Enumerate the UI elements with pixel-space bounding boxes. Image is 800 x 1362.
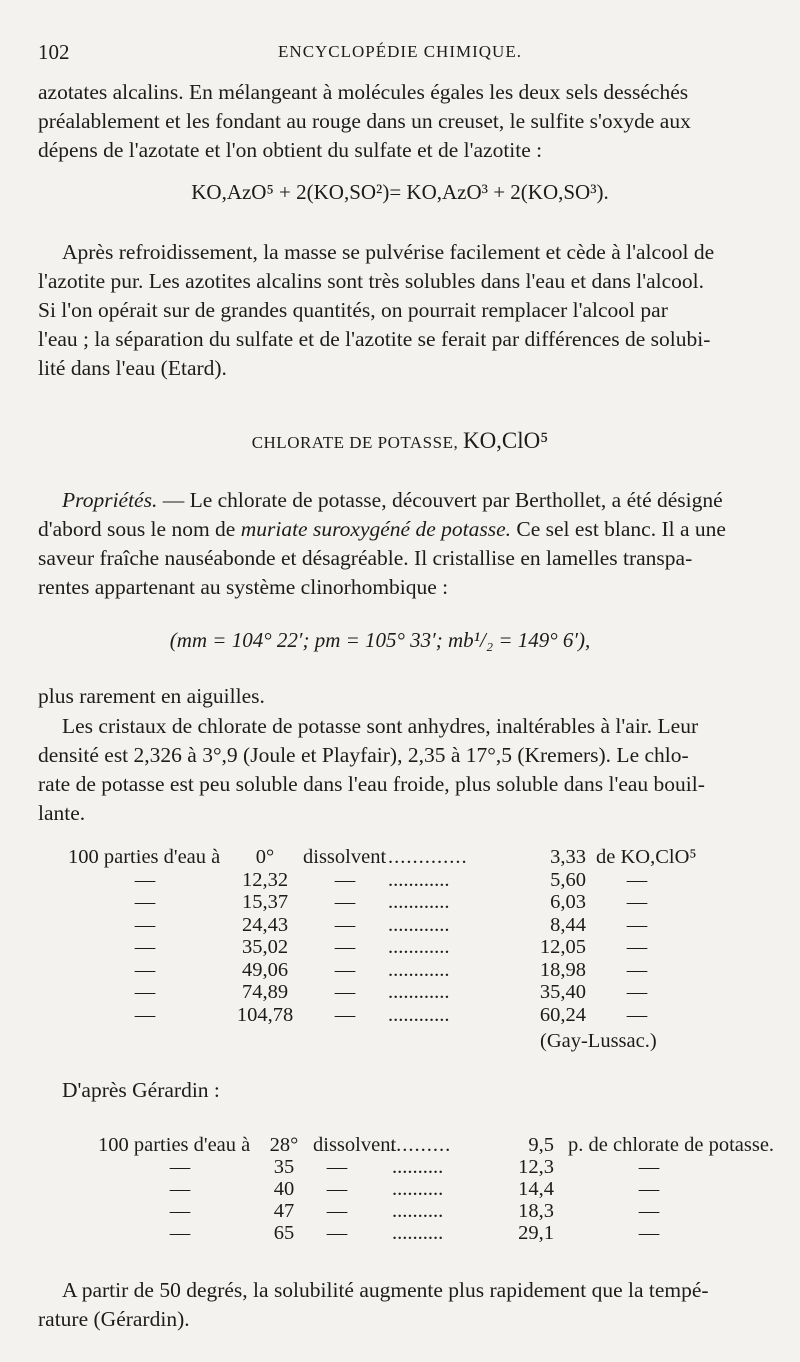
ditto-mark: — bbox=[638, 1178, 660, 1200]
properties-label: Propriétés. bbox=[62, 488, 158, 512]
crystal-angles: (mm = 104° 22′; pm = 105° 33′; mb¹/₂ = 149° 6′), bbox=[169, 628, 591, 652]
table-row-verb: dissolvent bbox=[303, 846, 387, 868]
text-line: Après refroidissement, la masse se pulvérise facilement et cède à l'alcool de bbox=[62, 240, 715, 264]
temperature-cell: 74,89 bbox=[241, 981, 289, 1003]
ditto-mark: — bbox=[134, 913, 156, 936]
solubility-value-cell: 18,3 bbox=[518, 1200, 554, 1222]
ditto-mark: — bbox=[334, 936, 356, 958]
temperature-cell: 28° bbox=[269, 1134, 299, 1156]
text-line: lité dans l'eau (Etard). bbox=[38, 356, 227, 380]
text-line: rature (Gérardin). bbox=[38, 1307, 190, 1331]
page-header bbox=[38, 40, 762, 70]
leader-dots: ............ bbox=[388, 936, 450, 958]
ditto-mark: — bbox=[334, 1003, 356, 1026]
leader-dots: .......... bbox=[392, 1222, 444, 1244]
text-line: azotates alcalins. En mélangeant à molécules égales les deux sels desséchés bbox=[38, 80, 689, 104]
text-line: l'azotite pur. Les azotites alcalins sont très solubles dans l'eau et dans l'alcool. bbox=[38, 269, 704, 293]
solubility-value-cell: 18,98 bbox=[539, 958, 586, 981]
table-unit: de KO,ClO⁵ bbox=[596, 846, 697, 868]
solubility-value-cell: 60,24 bbox=[539, 1003, 586, 1026]
text-span: — Le chlorate de potasse, découvert par Berthollet, a été désigné bbox=[157, 488, 723, 512]
table-row-label: 100 parties d'eau à bbox=[98, 1134, 251, 1156]
temperature-cell: 47 bbox=[273, 1200, 295, 1222]
reaction-formula: KO,AzO⁵ + 2(KO,SO²)= KO,AzO³ + 2(KO,SO³). bbox=[191, 180, 609, 204]
ditto-mark: — bbox=[326, 1178, 348, 1200]
ditto-mark: — bbox=[626, 958, 648, 981]
text-line: plus rarement en aiguilles. bbox=[38, 684, 265, 708]
temperature-cell: 35 bbox=[273, 1156, 295, 1178]
ditto-mark: — bbox=[334, 891, 356, 913]
text-line: l'eau ; la séparation du sulfate et de l'azotite se ferait par différences de solubi- bbox=[38, 327, 711, 351]
leader-dots: ............. bbox=[388, 846, 468, 868]
ditto-mark: — bbox=[169, 1222, 191, 1244]
ditto-mark: — bbox=[626, 981, 648, 1003]
leader-dots: ............ bbox=[388, 1003, 450, 1026]
text-line: densité est 2,326 à 3°,9 (Joule et Playfair), 2,35 à 17°,5 (Kremers). Le chlo- bbox=[38, 743, 689, 767]
solubility-value-cell: 14,4 bbox=[518, 1178, 554, 1200]
text-line: D'après Gérardin : bbox=[62, 1078, 220, 1102]
ditto-mark: — bbox=[326, 1200, 348, 1222]
temperature-cell: 15,37 bbox=[241, 891, 289, 913]
text-line: A partir de 50 degrés, la solubilité augmente plus rapidement que la tempé- bbox=[62, 1278, 709, 1302]
text-line: Si l'on opérait sur de grandes quantités, on pourrait remplacer l'alcool par bbox=[38, 298, 668, 322]
ditto-mark: — bbox=[626, 891, 648, 913]
leader-dots: .......... bbox=[392, 1200, 444, 1222]
ditto-mark: — bbox=[626, 868, 648, 891]
table-row-verb: dissolvent bbox=[313, 1134, 397, 1156]
text-line: lante. bbox=[38, 801, 86, 825]
solubility-value-cell: 5,60 bbox=[550, 868, 586, 891]
section-title: CHLORATE DE POTASSE, bbox=[251, 433, 459, 452]
ditto-mark: — bbox=[334, 958, 356, 981]
text-line bbox=[38, 515, 770, 545]
leader-dots: ............ bbox=[388, 891, 450, 913]
temperature-cell: 0° bbox=[255, 846, 275, 868]
running-title: ENCYCLOPÉDIE CHIMIQUE. bbox=[278, 42, 522, 61]
ditto-mark: — bbox=[334, 913, 356, 936]
ditto-mark: — bbox=[638, 1222, 660, 1244]
text-span: Ce sel est blanc. Il a une bbox=[511, 517, 726, 541]
ditto-mark: — bbox=[134, 958, 156, 981]
leader-dots: ............ bbox=[388, 868, 450, 891]
leader-dots: .......... bbox=[392, 1156, 444, 1178]
leader-dots: .......... bbox=[392, 1178, 444, 1200]
temperature-cell: 104,78 bbox=[236, 1003, 294, 1026]
temperature-cell: 49,06 bbox=[241, 958, 289, 981]
ditto-mark: — bbox=[326, 1222, 348, 1244]
table-row-label: 100 parties d'eau à bbox=[68, 846, 221, 868]
text-span: d'abord sous le nom de bbox=[38, 517, 241, 541]
ditto-mark: — bbox=[134, 1003, 156, 1026]
solubility-value-cell: 6,03 bbox=[550, 891, 586, 913]
temperature-cell: 40 bbox=[273, 1178, 295, 1200]
temperature-cell: 12,32 bbox=[241, 868, 289, 891]
solubility-value-cell: 35,40 bbox=[539, 981, 586, 1003]
temperature-cell: 35,02 bbox=[241, 936, 289, 958]
ditto-mark: — bbox=[134, 868, 156, 891]
ditto-mark: — bbox=[626, 1003, 648, 1026]
citation: (Gay-Lussac.) bbox=[540, 1030, 657, 1052]
table-unit: p. de chlorate de potasse. bbox=[568, 1134, 775, 1156]
text-line: saveur fraîche nauséabonde et désagréable. Il cristallise en lamelles transpa- bbox=[38, 546, 693, 570]
ditto-mark: — bbox=[626, 913, 648, 936]
text-line: rate de potasse est peu soluble dans l'eau froide, plus soluble dans l'eau bouil- bbox=[38, 772, 705, 796]
leader-dots: .......... bbox=[390, 1134, 452, 1156]
section-formula: KO,ClO⁵ bbox=[462, 428, 549, 453]
ditto-mark: — bbox=[326, 1156, 348, 1178]
leader-dots: ............ bbox=[388, 958, 450, 981]
ditto-mark: — bbox=[334, 981, 356, 1003]
solubility-value-cell: 3,33 bbox=[550, 846, 586, 868]
solubility-value-cell: 9,5 bbox=[528, 1134, 554, 1156]
section-heading bbox=[0, 428, 800, 454]
text-line: dépens de l'azotate et l'on obtient du sulfate et de l'azotite : bbox=[38, 138, 543, 162]
ditto-mark: — bbox=[638, 1156, 660, 1178]
temperature-cell: 65 bbox=[273, 1222, 295, 1244]
ditto-mark: — bbox=[134, 891, 156, 913]
temperature-cell: 24,43 bbox=[241, 913, 289, 936]
ditto-mark: — bbox=[169, 1178, 191, 1200]
text-line: Les cristaux de chlorate de potasse sont anhydres, inaltérables à l'air. Leur bbox=[62, 714, 699, 738]
ditto-mark: — bbox=[134, 981, 156, 1003]
leader-dots: ............ bbox=[388, 913, 450, 936]
solubility-value-cell: 8,44 bbox=[550, 913, 586, 936]
leader-dots: ............ bbox=[388, 981, 450, 1003]
text-line: rentes appartenant au système clinorhombique : bbox=[38, 575, 449, 599]
solubility-value-cell: 12,3 bbox=[518, 1156, 554, 1178]
old-name: muriate suroxygéné de potasse. bbox=[240, 517, 512, 541]
page-number: 102 bbox=[38, 40, 70, 64]
ditto-mark: — bbox=[334, 868, 356, 891]
ditto-mark: — bbox=[169, 1200, 191, 1222]
text-line: préalablement et les fondant au rouge dans un creuset, le sulfite s'oxyde aux bbox=[38, 109, 691, 133]
ditto-mark: — bbox=[134, 936, 156, 958]
solubility-value-cell: 29,1 bbox=[518, 1222, 554, 1244]
ditto-mark: — bbox=[626, 936, 648, 958]
ditto-mark: — bbox=[638, 1200, 660, 1222]
solubility-value-cell: 12,05 bbox=[539, 936, 586, 958]
ditto-mark: — bbox=[169, 1156, 191, 1178]
text-line bbox=[62, 486, 770, 516]
